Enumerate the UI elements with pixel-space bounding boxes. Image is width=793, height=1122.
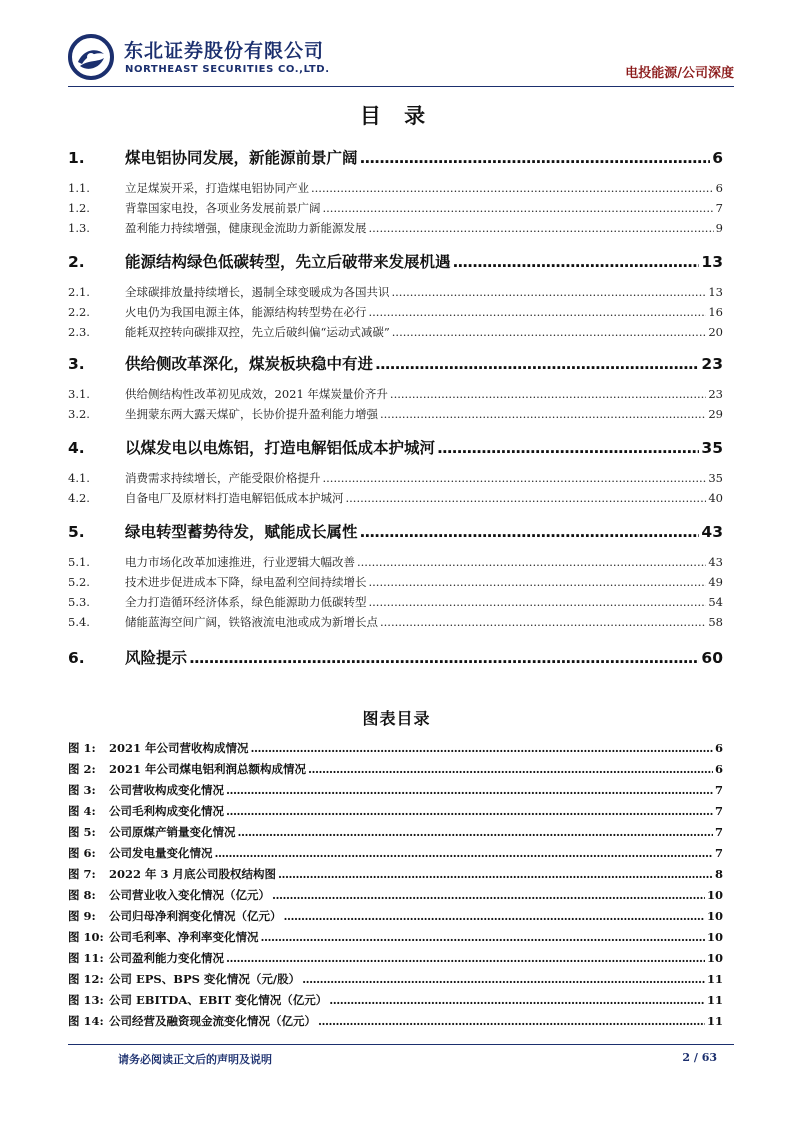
dot-leader bbox=[284, 909, 705, 923]
dot-leader bbox=[308, 762, 713, 776]
dot-leader bbox=[238, 825, 713, 839]
figure-entry[interactable] bbox=[68, 845, 723, 861]
toc-entry-number: 4. bbox=[68, 439, 85, 457]
dot-leader bbox=[215, 846, 713, 860]
toc-entry-text: 火电仍为我国电源主体，能源结构转型势在必行 bbox=[125, 305, 367, 319]
toc-entry-page: 58 bbox=[708, 615, 723, 629]
toc-entry-number: 2. bbox=[68, 253, 85, 271]
figure-entry-number: 图 14: bbox=[68, 1014, 104, 1028]
toc-entry-number: 6. bbox=[68, 649, 85, 667]
figure-entry[interactable] bbox=[68, 971, 723, 987]
figure-entry-page: 10 bbox=[706, 888, 723, 902]
dot-leader bbox=[360, 149, 711, 167]
figure-entry-page: 11 bbox=[706, 972, 723, 986]
dot-leader bbox=[302, 972, 705, 986]
toc-entry-chapter[interactable] bbox=[68, 520, 723, 542]
dot-leader bbox=[251, 741, 713, 755]
figure-entry-text: 2021 年公司营收构成情况 bbox=[109, 741, 249, 755]
toc-entry-section[interactable] bbox=[68, 324, 723, 340]
figure-entry-number: 图 11: bbox=[68, 951, 104, 965]
toc-title: 目 录 bbox=[359, 104, 434, 128]
footer-disclaimer: 请务必阅读正文后的声明及说明 bbox=[118, 1053, 272, 1066]
figure-entry-number: 图 7: bbox=[68, 867, 96, 881]
figure-entry-number: 图 2: bbox=[68, 762, 96, 776]
toc-entry-number: 4.2. bbox=[68, 491, 90, 505]
toc-entry-text: 绿电转型蓄势待发，赋能成长属性 bbox=[125, 523, 358, 541]
toc-entry-page: 23 bbox=[701, 355, 723, 373]
dot-leader bbox=[392, 325, 707, 339]
toc-entry-page: 16 bbox=[708, 305, 723, 319]
company-name-cn: 东北证券股份有限公司 bbox=[124, 40, 325, 62]
toc-entry-section[interactable] bbox=[68, 406, 723, 422]
dot-leader bbox=[272, 888, 705, 902]
toc-entry-section[interactable] bbox=[68, 220, 723, 236]
toc-entry-chapter[interactable] bbox=[68, 250, 723, 272]
toc-entry-section[interactable] bbox=[68, 386, 723, 402]
dot-leader bbox=[369, 595, 707, 609]
toc-entry-page: 54 bbox=[708, 595, 723, 609]
dot-leader bbox=[369, 575, 707, 589]
figure-entry[interactable] bbox=[68, 929, 723, 945]
toc-entry-number: 5.4. bbox=[68, 615, 90, 629]
toc-entry-chapter[interactable] bbox=[68, 146, 723, 168]
figure-entry-text: 公司 EBITDA、EBIT 变化情况（亿元） bbox=[109, 993, 328, 1007]
toc-entry-text: 电力市场化改革加速推进，行业逻辑大幅改善 bbox=[125, 555, 355, 569]
toc-entry-page: 49 bbox=[708, 575, 723, 589]
toc-entry-page: 13 bbox=[701, 253, 723, 271]
figure-entry-number: 图 3: bbox=[68, 783, 96, 797]
toc-entry-page: 7 bbox=[715, 201, 723, 215]
figure-entry[interactable] bbox=[68, 866, 723, 882]
toc-entry-number: 1. bbox=[68, 149, 85, 167]
header-divider bbox=[68, 86, 734, 87]
toc-entry-number: 1.1. bbox=[68, 181, 90, 195]
toc-entry-section[interactable] bbox=[68, 200, 723, 216]
toc-entry-text: 背靠国家电投，各项业务发展前景广阔 bbox=[125, 201, 321, 215]
dot-leader bbox=[453, 253, 700, 271]
toc-entry-page: 6 bbox=[712, 149, 723, 167]
toc-entry-text: 消费需求持续增长，产能受限价格提升 bbox=[125, 471, 321, 485]
dot-leader bbox=[390, 387, 706, 401]
figure-entry-number: 图 5: bbox=[68, 825, 96, 839]
page-number: 2 / 63 bbox=[682, 1051, 717, 1064]
toc-entry-section[interactable] bbox=[68, 594, 723, 610]
toc-entry-page: 9 bbox=[715, 221, 723, 235]
figure-entry[interactable] bbox=[68, 782, 723, 798]
figure-entry-page: 10 bbox=[706, 930, 723, 944]
dot-leader bbox=[323, 471, 707, 485]
toc-entry-section[interactable] bbox=[68, 470, 723, 486]
figure-entry-number: 图 4: bbox=[68, 804, 96, 818]
toc-entry-page: 40 bbox=[708, 491, 723, 505]
figure-entry-page: 10 bbox=[706, 951, 723, 965]
toc-entry-page: 13 bbox=[708, 285, 723, 299]
toc-entry-number: 5.2. bbox=[68, 575, 90, 589]
figure-entry-page: 11 bbox=[706, 1014, 723, 1028]
figure-entry-text: 公司归母净利润变化情况（亿元） bbox=[109, 909, 282, 923]
figure-entry-page: 7 bbox=[714, 825, 723, 839]
toc-entry-number: 5. bbox=[68, 523, 85, 541]
dot-leader bbox=[226, 804, 713, 818]
figure-entry[interactable] bbox=[68, 950, 723, 966]
toc-entry-text: 储能蓝海空间广阔，铁铬液流电池或成为新增长点 bbox=[125, 615, 378, 629]
dot-leader bbox=[375, 355, 699, 373]
toc-entry-section[interactable] bbox=[68, 614, 723, 630]
dot-leader bbox=[323, 201, 714, 215]
page-header bbox=[68, 34, 734, 84]
toc-entry-section[interactable] bbox=[68, 284, 723, 300]
toc-entry-text: 盈利能力持续增强，健康现金流助力新能源发展 bbox=[125, 221, 367, 235]
toc-entry-text: 立足煤炭开采，打造煤电铝协同产业 bbox=[125, 181, 309, 195]
company-name-en: NORTHEAST SECURITIES CO.,LTD. bbox=[125, 64, 330, 75]
figure-entry-text: 2022 年 3 月底公司股权结构图 bbox=[109, 867, 277, 881]
toc-entry-text: 供给侧结构性改革初见成效，2021 年煤炭量价齐升 bbox=[125, 387, 388, 401]
figure-entry-number: 图 10: bbox=[68, 930, 104, 944]
toc-entry-text: 以煤发电以电炼铝，打造电解铝低成本护城河 bbox=[125, 439, 436, 457]
figure-entry-page: 6 bbox=[714, 762, 723, 776]
dot-leader bbox=[437, 439, 699, 457]
figure-entry-page: 10 bbox=[706, 909, 723, 923]
figure-entry[interactable] bbox=[68, 1013, 723, 1029]
toc-entry-page: 35 bbox=[708, 471, 723, 485]
figure-entry-page: 11 bbox=[706, 993, 723, 1007]
toc-entry-text: 能源结构绿色低碳转型，先立后破带来发展机遇 bbox=[125, 253, 451, 271]
northeast-securities-logo-icon bbox=[68, 34, 114, 80]
toc-entry-number: 2.3. bbox=[68, 325, 90, 339]
toc-entry-number: 2.1. bbox=[68, 285, 90, 299]
figure-entry[interactable] bbox=[68, 824, 723, 840]
footer-divider bbox=[68, 1044, 734, 1045]
toc-entry-section[interactable] bbox=[68, 180, 723, 196]
dot-leader bbox=[261, 930, 705, 944]
figure-entry-text: 公司毛利构成变化情况 bbox=[109, 804, 224, 818]
toc-entry-page: 43 bbox=[701, 523, 723, 541]
toc-entry-number: 3.1. bbox=[68, 387, 90, 401]
figure-entry-text: 公司营收构成变化情况 bbox=[109, 783, 224, 797]
toc-entry-chapter[interactable] bbox=[68, 646, 723, 668]
figure-entry-page: 8 bbox=[714, 867, 723, 881]
toc-entry-section[interactable] bbox=[68, 304, 723, 320]
figure-entry-page: 7 bbox=[714, 783, 723, 797]
report-tag: 电投能源/公司深度 bbox=[625, 66, 734, 81]
toc-entry-text: 全力打造循环经济体系，绿色能源助力低碳转型 bbox=[125, 595, 367, 609]
figure-entry-text: 公司原煤产销量变化情况 bbox=[109, 825, 236, 839]
figure-entry-page: 7 bbox=[714, 846, 723, 860]
toc-entry-page: 20 bbox=[708, 325, 723, 339]
toc-entry-text: 供给侧改革深化，煤炭板块稳中有进 bbox=[125, 355, 374, 373]
toc-entry-page: 60 bbox=[701, 649, 723, 667]
figure-entry-number: 图 6: bbox=[68, 846, 96, 860]
dot-leader bbox=[278, 867, 713, 881]
toc-entry-number: 4.1. bbox=[68, 471, 90, 485]
figure-entry-text: 2021 年公司煤电铝利润总额构成情况 bbox=[109, 762, 307, 776]
toc-entry-number: 5.3. bbox=[68, 595, 90, 609]
toc-entry-text: 能耗双控转向碳排双控，先立后破纠偏“运动式减碳” bbox=[125, 325, 390, 339]
toc-entry-chapter[interactable] bbox=[68, 436, 723, 458]
toc-entry-section[interactable] bbox=[68, 490, 723, 506]
dot-leader bbox=[226, 783, 713, 797]
figure-entry-text: 公司经营及融资现金流变化情况（亿元） bbox=[109, 1014, 316, 1028]
figure-entry[interactable] bbox=[68, 761, 723, 777]
toc-entry-number: 1.2. bbox=[68, 201, 90, 215]
figure-entry[interactable] bbox=[68, 908, 723, 924]
figure-entry-text: 公司营业收入变化情况（亿元） bbox=[109, 888, 270, 902]
figure-entry-number: 图 1: bbox=[68, 741, 96, 755]
figure-entry-number: 图 12: bbox=[68, 972, 104, 986]
figure-entry-number: 图 9: bbox=[68, 909, 96, 923]
toc-entry-page: 6 bbox=[715, 181, 723, 195]
dot-leader bbox=[346, 491, 707, 505]
toc-entry-number: 2.2. bbox=[68, 305, 90, 319]
figure-entry[interactable] bbox=[68, 740, 723, 756]
figure-entry[interactable] bbox=[68, 887, 723, 903]
dot-leader bbox=[311, 181, 714, 195]
dot-leader bbox=[357, 555, 706, 569]
figure-entry-text: 公司盈利能力变化情况 bbox=[109, 951, 224, 965]
dot-leader bbox=[369, 305, 707, 319]
dot-leader bbox=[380, 407, 706, 421]
dot-leader bbox=[318, 1014, 705, 1028]
toc-entry-number: 5.1. bbox=[68, 555, 90, 569]
toc-entry-text: 坐拥蒙东两大露天煤矿，长协价提升盈利能力增强 bbox=[125, 407, 378, 421]
toc-entry-number: 3.2. bbox=[68, 407, 90, 421]
toc-entry-page: 29 bbox=[708, 407, 723, 421]
toc-entry-text: 风险提示 bbox=[125, 649, 188, 667]
dot-leader bbox=[226, 951, 705, 965]
toc-entry-page: 35 bbox=[701, 439, 723, 457]
toc-entry-page: 23 bbox=[708, 387, 723, 401]
toc-entry-chapter[interactable] bbox=[68, 352, 723, 374]
figure-entry-page: 7 bbox=[714, 804, 723, 818]
figure-entry-number: 图 8: bbox=[68, 888, 96, 902]
toc-entry-text: 全球碳排放量持续增长，遏制全球变暖成为各国共识 bbox=[125, 285, 390, 299]
figure-entry-text: 公司 EPS、BPS 变化情况（元/股） bbox=[109, 972, 301, 986]
dot-leader bbox=[369, 221, 714, 235]
toc-entry-page: 43 bbox=[708, 555, 723, 569]
toc-entry-text: 煤电铝协同发展，新能源前景广阔 bbox=[125, 149, 358, 167]
figure-list-title: 图表目录 bbox=[362, 709, 431, 728]
figure-entry-number: 图 13: bbox=[68, 993, 104, 1007]
dot-leader bbox=[329, 993, 705, 1007]
toc-entry-text: 自备电厂及原材料打造电解铝低成本护城河 bbox=[125, 491, 344, 505]
dot-leader bbox=[189, 649, 699, 667]
dot-leader bbox=[360, 523, 700, 541]
toc-entry-number: 1.3. bbox=[68, 221, 90, 235]
figure-entry[interactable] bbox=[68, 803, 723, 819]
toc-entry-section[interactable] bbox=[68, 574, 723, 590]
toc-entry-section[interactable] bbox=[68, 554, 723, 570]
figure-entry-page: 6 bbox=[714, 741, 723, 755]
toc-entry-number: 3. bbox=[68, 355, 85, 373]
toc-entry-text: 技术进步促进成本下降，绿电盈利空间持续增长 bbox=[125, 575, 367, 589]
figure-entry-text: 公司毛利率、净利率变化情况 bbox=[109, 930, 259, 944]
dot-leader bbox=[380, 615, 706, 629]
figure-entry[interactable] bbox=[68, 992, 723, 1008]
figure-entry-text: 公司发电量变化情况 bbox=[109, 846, 213, 860]
dot-leader bbox=[392, 285, 707, 299]
